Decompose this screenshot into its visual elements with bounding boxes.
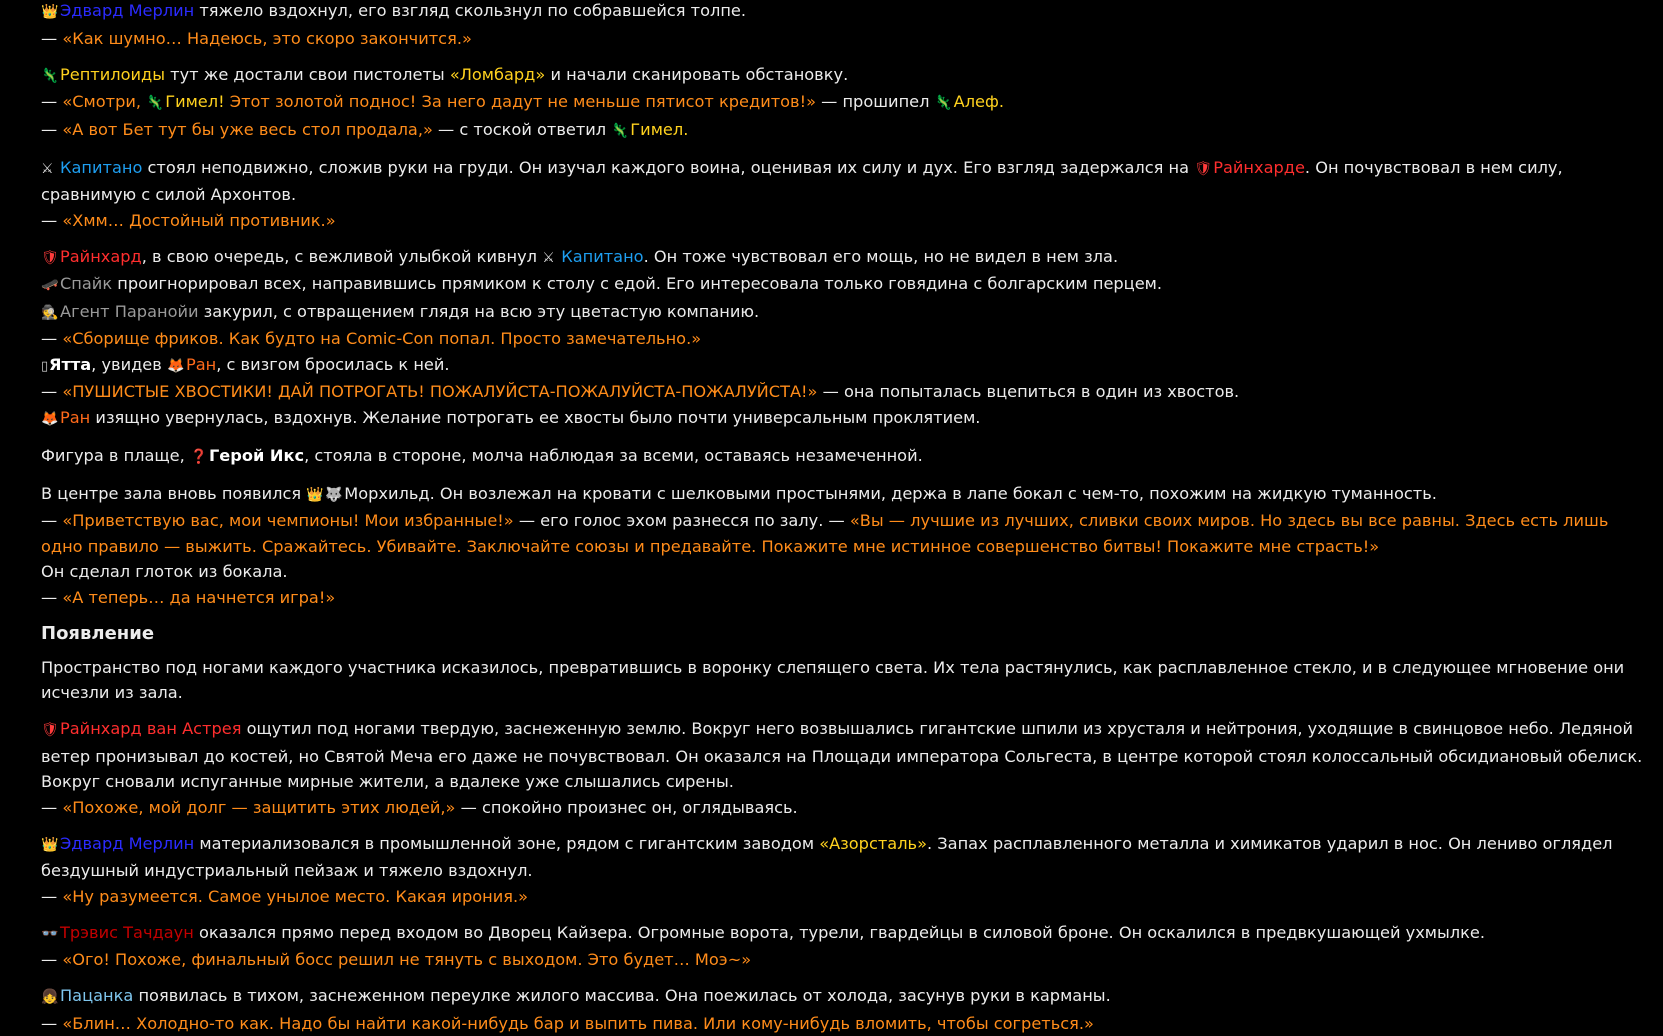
narration: . Он почувствовал в нем силу, сравнимую с силой Архонтов. <box>41 158 1563 205</box>
dialogue-line <box>41 26 1643 52</box>
character-name: Капитано <box>561 247 643 266</box>
dash: — <box>41 329 57 348</box>
quote: «А теперь… да начнется игра!» <box>62 588 335 607</box>
paragraph-reptiles <box>41 62 1643 145</box>
text-line <box>41 983 1643 1011</box>
character-name: Райнхард ван Астрея <box>60 719 241 738</box>
text-line <box>41 271 1643 299</box>
quote: Этот золотой поднос! За него дадут не меньше пятисот кредитов!» <box>230 92 816 111</box>
paragraph-merlin-sigh <box>41 0 1643 51</box>
text-line <box>41 0 1643 26</box>
text-line <box>41 155 1643 208</box>
text-line <box>41 405 1643 433</box>
dialogue-line <box>41 326 1643 352</box>
quote: «Как шумно… Надеюсь, это скоро закончится.» <box>62 29 472 48</box>
text-line <box>41 559 1643 585</box>
missing-glyph-icon: ▯ <box>41 354 49 380</box>
lizard-icon: 🦎 <box>41 64 60 90</box>
place-name: «Азорсталь» <box>819 834 927 853</box>
narration: стоял неподвижно, сложив руки на груди. Он изучал каждого воина, оценивая их силу и дух. Его взгляд задержался на <box>148 158 1190 177</box>
dash: — <box>41 950 57 969</box>
character-name: Морхильд. <box>344 484 434 503</box>
character-name: Гимел. <box>630 120 688 139</box>
dash: — <box>41 588 57 607</box>
quote: «Смотри, <box>62 92 141 111</box>
paragraph-merlin-arrival <box>41 831 1643 910</box>
text-line <box>41 716 1643 795</box>
quote: «ПУШИСТЫЕ ХВОСТИКИ! ДАЙ ПОТРОГАТЬ! ПОЖАЛУЙСТА-ПОЖАЛУЙСТА-ПОЖАЛУЙСТА!» <box>62 382 817 401</box>
dialogue-line <box>41 117 1643 145</box>
paragraph-morhild <box>41 481 1643 611</box>
quote: «Ну разумеется. Самое унылое место. Какая ирония.» <box>62 887 528 906</box>
quote: «Похоже, мой долг — защитить этих людей,» <box>62 798 455 817</box>
narration: , стояла в стороне, молча наблюдая за всеми, оставаясь незамеченной. <box>304 446 923 465</box>
character-name: Ран <box>186 355 216 374</box>
narration: и начали сканировать обстановку. <box>550 65 848 84</box>
dash: — <box>41 382 57 401</box>
character-name: Ятта <box>49 355 91 374</box>
skateboard-icon: 🛹 <box>41 273 60 299</box>
quote: «Ого! Похоже, финальный босс решил не тянуть с выходом. Это будет… Моэ~» <box>62 950 751 969</box>
detective-icon: 🕵 <box>41 301 60 327</box>
text-line <box>41 481 1643 509</box>
lizard-icon: 🦎 <box>611 119 630 145</box>
dialogue-line <box>41 1011 1643 1036</box>
paragraph-teleport <box>41 655 1643 706</box>
dialogue-line <box>41 585 1643 611</box>
narration: , увидев <box>91 355 162 374</box>
crown-icon: 👑 <box>41 833 60 859</box>
shield-icon: 🛡 <box>1194 157 1213 183</box>
narration: появилась в тихом, заснеженном переулке жилого массива. Она поежилась от холода, засунув руки в карманы. <box>138 986 1110 1005</box>
narration: изящно увернулась, вздохнув. Желание потрогать ее хвосты было почти универсальным проклятием. <box>95 408 980 427</box>
question-mark-icon: ❓ <box>190 445 209 471</box>
girl-icon: 👧 <box>41 985 60 1011</box>
dash: — <box>41 798 57 817</box>
narration: — с тоской ответил <box>438 120 606 139</box>
text-line <box>41 920 1643 948</box>
paragraph-gathering <box>41 244 1643 433</box>
narration: Он возлежал на кровати с шелковыми простынями, держа в лапе бокал с чем-то, похожим на жидкую туманность. <box>440 484 1437 503</box>
narration: — она попыталась вцепиться в один из хвостов. <box>823 382 1240 401</box>
dash: — <box>41 511 57 530</box>
narration: закурил, с отвращением глядя на всю эту цветастую компанию. <box>204 302 759 321</box>
crown-icon: 👑 <box>41 0 60 26</box>
dash: — <box>41 887 57 906</box>
paragraph-patsanka-arrival <box>41 983 1643 1036</box>
dialogue-line <box>41 379 1643 405</box>
narration: проигнорировал всех, направившись прямиком к столу с едой. Его интересовала только говядина с болгарским перцем. <box>117 274 1162 293</box>
section-heading: Появление <box>41 621 1643 646</box>
shield-icon: 🛡 <box>41 246 60 272</box>
narration: тяжело вздохнул, его взгляд скользнул по собравшейся толпе. <box>199 1 746 20</box>
character-name: Агент Паранойи <box>60 302 199 321</box>
quote: «Сборище фриков. Как будто на Comic-Con попал. Просто замечательно.» <box>62 329 701 348</box>
narration: оказался прямо перед входом во Дворец Кайзера. Огромные ворота, турели, гвардейцы в силовой броне. Он оскалился в предвкушающей ухмылке. <box>199 923 1485 942</box>
character-name: Спайк <box>60 274 112 293</box>
crossed-swords-icon: ⚔ <box>41 157 60 183</box>
wolf-icon: 🐺 <box>325 483 344 509</box>
dash: — <box>41 29 57 48</box>
paragraph-travis-arrival <box>41 920 1643 973</box>
character-name: Рептилоиды <box>60 65 165 84</box>
text-line: Пространство под ногами каждого участника исказилось, превратившись в воронку слепящего света. Их тела растянулись, как расплавленное стекло, и в следующее мгновение они исчезли из зала. <box>41 655 1643 706</box>
dialogue-line <box>41 795 1643 821</box>
dash: — <box>41 211 57 230</box>
narration: , в свою очередь, с вежливой улыбкой кивнул <box>142 247 537 266</box>
character-name: Райнхард <box>60 247 142 266</box>
shield-icon: 🛡 <box>41 718 60 744</box>
narration: материализовался в промышленной зоне, рядом с гигантским заводом <box>199 834 814 853</box>
narration: Фигура в плаще, <box>41 446 185 465</box>
dash: — <box>41 1014 57 1033</box>
narration: ощутил под ногами твердую, заснеженную землю. Вокруг него возвышались гигантские шпили из хрусталя и нейтрония, уходящие в свинцовое небо. Ледяной ветер пронизывал до костей, но Святой Меча его даже не почувствовал. Он оказался на Площади императора Сольгеста, в центре которой стоял колоссальный обсидиановый обелиск. Вокруг сновали испуганные мирные жители, а вдалеке уже слышались сирены. <box>41 719 1642 791</box>
text-line <box>41 831 1643 884</box>
glasses-icon: 👓 <box>41 922 60 948</box>
text-line <box>41 352 1643 380</box>
character-name: Трэвис Тачдаун <box>60 923 194 942</box>
dialogue-line <box>41 89 1643 117</box>
fox-icon: 🦊 <box>167 354 186 380</box>
narration: . Запах расплавленного металла и химикатов ударил в нос. Он лениво оглядел бездушный индустриальный пейзаж и тяжело вздохнул. <box>41 834 1613 881</box>
character-name: Эдвард Мерлин <box>60 834 194 853</box>
text-line <box>41 244 1643 272</box>
narration: — прошипел <box>821 92 929 111</box>
narration: Он сделал глоток из бокала. <box>41 562 288 581</box>
narration: . Он тоже чувствовал его мощь, но не видел в нем зла. <box>644 247 1119 266</box>
dialogue-line <box>41 208 1643 234</box>
quote: «Блин… Холодно-то как. Надо бы найти какой-нибудь бар и выпить пива. Или кому-нибудь вломить, чтобы согреться.» <box>62 1014 1094 1033</box>
crown-icon: 👑 <box>306 483 325 509</box>
narration: , с визгом бросилась к ней. <box>216 355 449 374</box>
dash: — <box>41 92 57 111</box>
crossed-swords-icon: ⚔ <box>542 246 561 272</box>
dash: — <box>41 120 57 139</box>
quote: «А вот Бет тут бы уже весь стол продала,» <box>62 120 433 139</box>
text-line <box>41 62 1643 90</box>
dialogue-line <box>41 947 1643 973</box>
faction-name: «Ломбард» <box>450 65 545 84</box>
narration: тут же достали свои пистолеты <box>170 65 445 84</box>
fox-icon: 🦊 <box>41 407 60 433</box>
quote: «Приветствую вас, мои чемпионы! Мои избранные!» <box>62 511 513 530</box>
paragraph-reinhard-arrival <box>41 716 1643 820</box>
character-name: Эдвард Мерлин <box>60 1 194 20</box>
lizard-icon: 🦎 <box>935 91 954 117</box>
paragraph-capitano <box>41 155 1643 234</box>
text-line <box>41 299 1643 327</box>
character-name: Райнхарде <box>1213 158 1305 177</box>
character-name: Ран <box>60 408 90 427</box>
text-line <box>41 443 1643 471</box>
character-name: Капитано <box>60 158 142 177</box>
character-name: Гимел! <box>165 92 224 111</box>
narration: — спокойно произнес он, оглядываясь. <box>461 798 798 817</box>
dialogue-line <box>41 884 1643 910</box>
dialogue-line <box>41 508 1643 559</box>
narration: В центре зала вновь появился <box>41 484 301 503</box>
narration: — его голос эхом разнесся по залу. — <box>519 511 845 530</box>
lizard-icon: 🦎 <box>146 91 165 117</box>
quote: «Вы — лучшие из лучших, сливки своих миров. Но здесь вы все равны. Здесь есть лишь одно правило — выжить. Сражайтесь. Убивайте. Заключайте союзы и предавайте. Покажите мне истинное совершенство битвы! Покажите мне страсть!» <box>41 511 1608 556</box>
character-name: Пацанка <box>60 986 133 1005</box>
paragraph-hero-x <box>41 443 1643 471</box>
quote: «Хмм… Достойный противник.» <box>62 211 335 230</box>
character-name: Алеф. <box>954 92 1004 111</box>
character-name: Герой Икс <box>209 446 304 465</box>
